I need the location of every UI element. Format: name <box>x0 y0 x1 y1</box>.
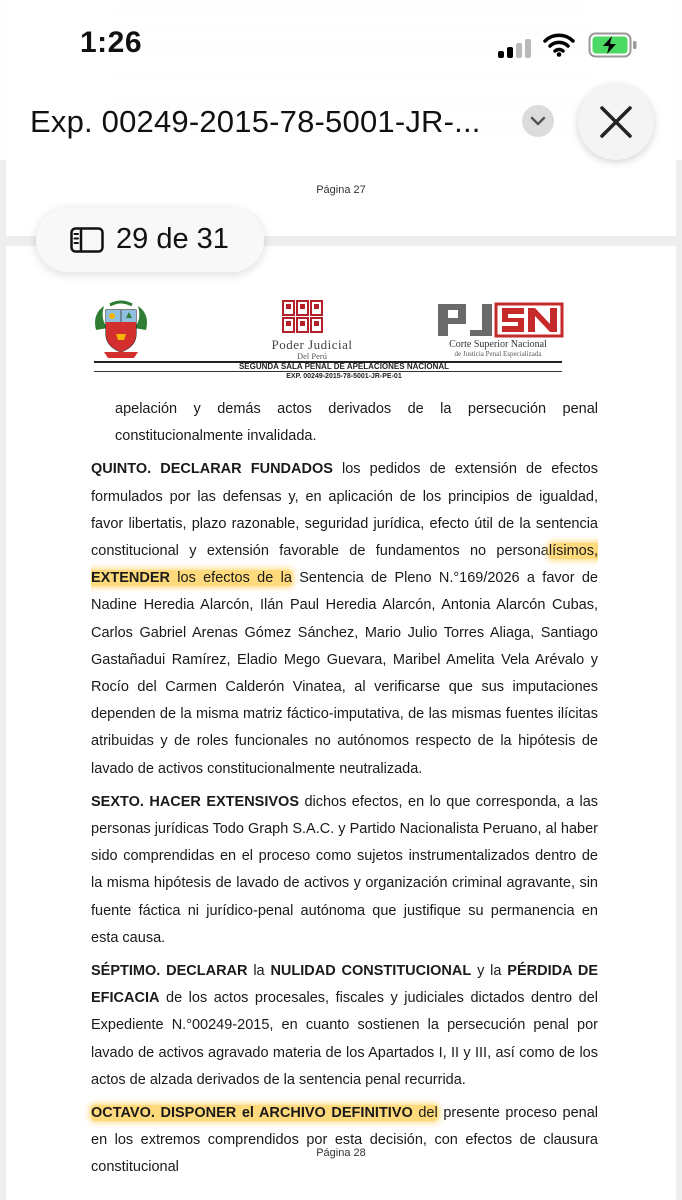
del-peru-label: Del Perú <box>297 351 327 361</box>
page-counter-button[interactable] <box>36 208 264 272</box>
page-label-28: Página 28 <box>316 1147 366 1159</box>
quinto-heading: QUINTO. DECLARAR FUNDADOS <box>91 461 333 478</box>
sexto-heading: SEXTO. HACER EXTENSIVOS <box>91 793 300 810</box>
cellular-signal-icon <box>498 38 532 58</box>
corte-superior-nacional-logo <box>436 302 564 338</box>
battery-charging-icon <box>588 32 638 58</box>
sexto-text: dichos efectos, en lo que corresponda, a las personas jurídicas Todo Graph S.A.C. y Partido Nacionalista Peruano, al haber sido comprendidas en el proceso como sujetos instrumentalizados dentro de la misma hipótesis de lavado de activos y organización criminal agravante, sin fuente fáctica ni jurídico-penal autónoma que justifique su permanencia en esta causa. <box>91 793 599 946</box>
page-counter-label: 29 de 31 <box>116 223 229 255</box>
octavo-heading: OCTAVO. DISPONER el ARCHIVO DEFINITIVO <box>91 1105 413 1122</box>
septimo-heading: SÉPTIMO. DECLARAR <box>91 963 248 980</box>
document-body <box>91 396 598 1188</box>
status-bar <box>0 0 682 90</box>
status-time: 1:26 <box>80 26 143 59</box>
nulidad-keyword: NULIDAD CONSTITUCIONAL <box>270 963 472 980</box>
wifi-icon <box>543 33 575 57</box>
page-label-27: Página 27 <box>316 184 366 196</box>
poder-judicial-logo <box>282 300 324 334</box>
septimo-paragraph: SÉPTIMO. DECLARAR la NULIDAD CONSTITUCIONAL y la PÉRDIDA DE EFICACIA de los actos procesales, fiscales y judiciales dictados dentro del Expediente N.°00249-2015, en cuanto sostienen la persecución penal por lavado de activos agravado materia de los Apartados I, II y III, así como de los actos de alzada derivados de la sentencia penal recurrida. <box>91 963 598 1088</box>
title-menu-button[interactable] <box>522 105 554 137</box>
corte-superior-label: Corte Superior Nacional <box>449 339 547 350</box>
quinto-text: los pedidos de extensión de efectos formulados por las defensas y, en aplicación de los principios de igualdad, favor libertatis, plazo razonable, seguridad jurídica, efecto útil de la sentencia constitucional y extensión favorable de fundamentos no persona <box>91 461 598 560</box>
current-page <box>6 246 676 1200</box>
quinto-paragraph <box>91 456 598 782</box>
highlight-extender[interactable]: lísimos, EXTENDER los efectos de la <box>91 543 598 587</box>
sexto-paragraph <box>91 789 598 952</box>
peru-coat-of-arms-logo <box>90 300 152 360</box>
document-title-bar <box>0 90 682 160</box>
continuation-paragraph: apelación y demás actos derivados de la persecución penal constitucionalmente invalidada. <box>115 401 598 445</box>
document-title[interactable]: Exp. 00249-2015-78-5001-JR-... <box>30 104 481 139</box>
extender-keyword: EXTENDER <box>91 570 170 587</box>
header-divider <box>94 371 562 372</box>
sala-label: SEGUNDA SALA PENAL DE APELACIONES NACIONAL <box>238 362 450 371</box>
expediente-label: EXP. 00249-2015-78-5001-JR-PE-01 <box>286 373 402 380</box>
highlight-archivo-definitivo[interactable]: OCTAVO. DISPONER el ARCHIVO DEFINITIVO del <box>91 1105 438 1122</box>
justicia-penal-label: de Justicia Penal Especializada <box>454 350 542 358</box>
perdida-eficacia-keyword: PÉRDIDA DE EFICACIA <box>91 963 598 1007</box>
septimo-text: de los actos procesales, fiscales y judiciales dictados dentro del Expediente N.°00249-2015, en cuanto sostienen la persecución penal por lavado de activos agravado materia de los Apartados I, II y III, así como de los actos de alzada derivados de la sentencia penal recurrida. <box>91 990 598 1088</box>
octavo-paragraph <box>91 1100 598 1182</box>
chevron-down-icon <box>522 105 554 137</box>
quinto-text-continued: Sentencia de Pleno N.°169/2026 a favor de Nadine Heredia Alarcón, Ilán Paul Heredia Alarcón, Antonia Alarcón Cubas, Carlos Gabriel Arenas Gómez Sánchez, Mario Julio Torres Aliaga, Santiago Gastañadui Ramírez, Eladio Mego Guevara, Maribel Amelita Vela Arévalo y Rocío del Carmen Calderón Vinatea, al verificarse que sus imputaciones dependen de la misma matriz fáctico-imputativa, de las mismas fuentes ilícitas atribuidas y de roles funcionales no autónomos respecto de la hipótesis de lavado de activos constitucionalmente neutralizada. <box>91 570 598 777</box>
sidebar-icon <box>70 227 104 253</box>
close-button[interactable] <box>578 84 654 160</box>
poder-judicial-label: Poder Judicial <box>271 337 353 352</box>
octavo-text: presente proceso penal en los extremos comprendidos por esta decisión, con efectos de clausura constitucional <box>91 1105 598 1176</box>
close-icon <box>578 84 654 160</box>
